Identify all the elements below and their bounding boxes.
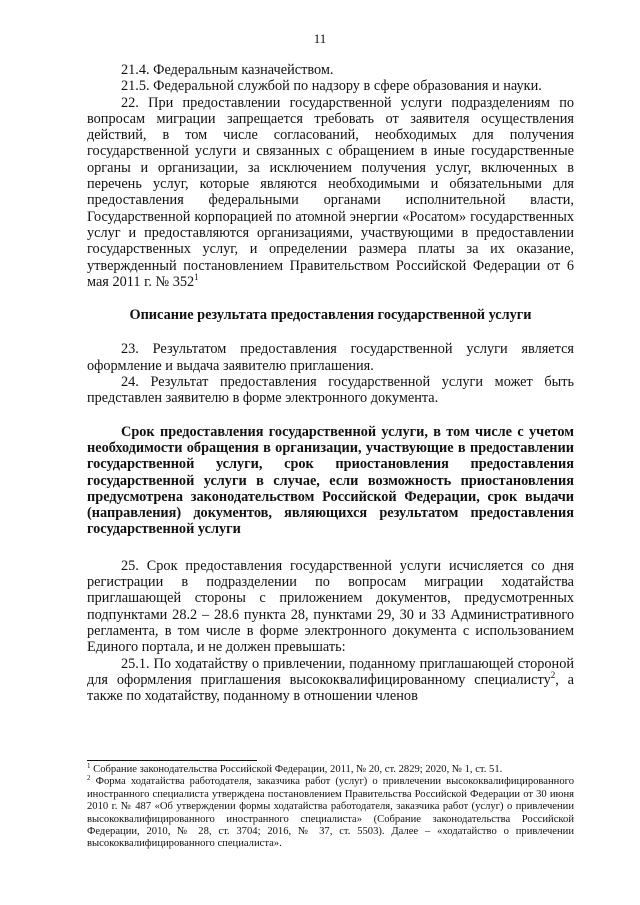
paragraph-25-1 bbox=[87, 656, 574, 705]
paragraph-23: 23. Результатом предоставления государственной услуги является оформление и выдача заявителю приглашения. bbox=[87, 341, 574, 374]
section-heading-result: Описание результата предоставления государственной услуги bbox=[129, 307, 532, 324]
footnote-ref-2: 2 bbox=[550, 669, 556, 680]
footnote-1-mark: 1 bbox=[87, 762, 91, 770]
footnotes bbox=[87, 764, 574, 851]
paragraph-22-text: 22. При предоставлении государственной услуги подразделениям по вопросам миграции запрещается требовать от заявителя осуществления действий, в том числе согласований, необходимых для получения государственной услуги и связанных с обращением в иные государственные органы и организации, за исключением получения услуг, включенных в перечень услуг, которые являются необходимыми и обязательными для предоставления федеральными органами исполнительной власти, Государственной корпорацией по атомной энергии «Росатом» государственных услуг и предоставляются организациями, участвующими в предоставлении государственных услуг, и определении размера платы за их оказание, утвержденный постановлением Правительством Российской Федерации от 6 мая 2011 г. № 352 bbox=[87, 94, 574, 290]
footnote-ref-1: 1 bbox=[194, 271, 199, 282]
paragraph-24: 24. Результат предоставления государственной услуги может быть представлен заявителю в форме электронного документа. bbox=[87, 374, 574, 407]
footnote-1-text: Собрание законодательства Российской Федерации, 2011, № 20, ст. 2829; 2020, № 1, ст. 51. bbox=[90, 764, 503, 775]
section-heading-term: Срок предоставления государственной услуги, в том числе с учетом необходимости обращения в организации, участвующие в предоставлении государственной услуги, срок приостановления предоставления государственной услуги в случае, если возможность приостановления предусмотрена законодательством Российской Федерации, срок выдачи (направления) документов, являющихся результатом предоставления государственной услуги bbox=[87, 423, 574, 538]
footnote-1 bbox=[87, 764, 574, 776]
paragraph-25: 25. Срок предоставления государственной услуги исчисляется со дня регистрации в подразделении по вопросам миграции ходатайства приглашающей стороны с приложением документов, предусмотренных подпунктами 28.2 – 28.6 пункта 28, пунктами 29, 30 и 33 Административного регламента, в том числе в форме электронного документа с использованием Единого портала, и не должен превышать: bbox=[87, 557, 574, 656]
paragraph-21-4: 21.4. Федеральным казначейством. bbox=[121, 62, 334, 78]
paragraph-21-5: 21.5. Федеральной службой по надзору в сфере образования и науки. bbox=[121, 78, 542, 95]
footnote-2-mark: 2 bbox=[87, 774, 91, 783]
paragraph-22 bbox=[87, 95, 574, 291]
paragraph-25-1-text-a: 25.1. По ходатайству о привлечении, поданному приглашающей стороной для оформления приглашения высококвалифицированному специалисту bbox=[87, 655, 574, 688]
paragraph-25-1-text-b: , а также по ходатайству, поданному в отношении членов bbox=[87, 671, 575, 705]
footnote-2-text: Форма ходатайства работодателя, заказчика работ (услуг) о привлечении высококвалифицированного иностранного специалиста утверждена постановлением Правительства Российской Федерации от 30 июня 2010 г. № 487 «Об утверждении формы ходатайства работодателя, заказчика работ (услуг) о привлечении высококвалифицированного иностранного специалиста» (Собрание законодательства Российской Федерации, 2010, № 28, ст. 3704; 2016, № 37, ст. 5503). Далее – «ходатайство о привлечении высококвалифицированного специалиста». bbox=[87, 776, 574, 850]
main-text bbox=[87, 62, 574, 704]
footnote-2 bbox=[87, 776, 574, 850]
footnote-divider bbox=[87, 760, 257, 761]
page-number: 11 bbox=[313, 31, 327, 46]
